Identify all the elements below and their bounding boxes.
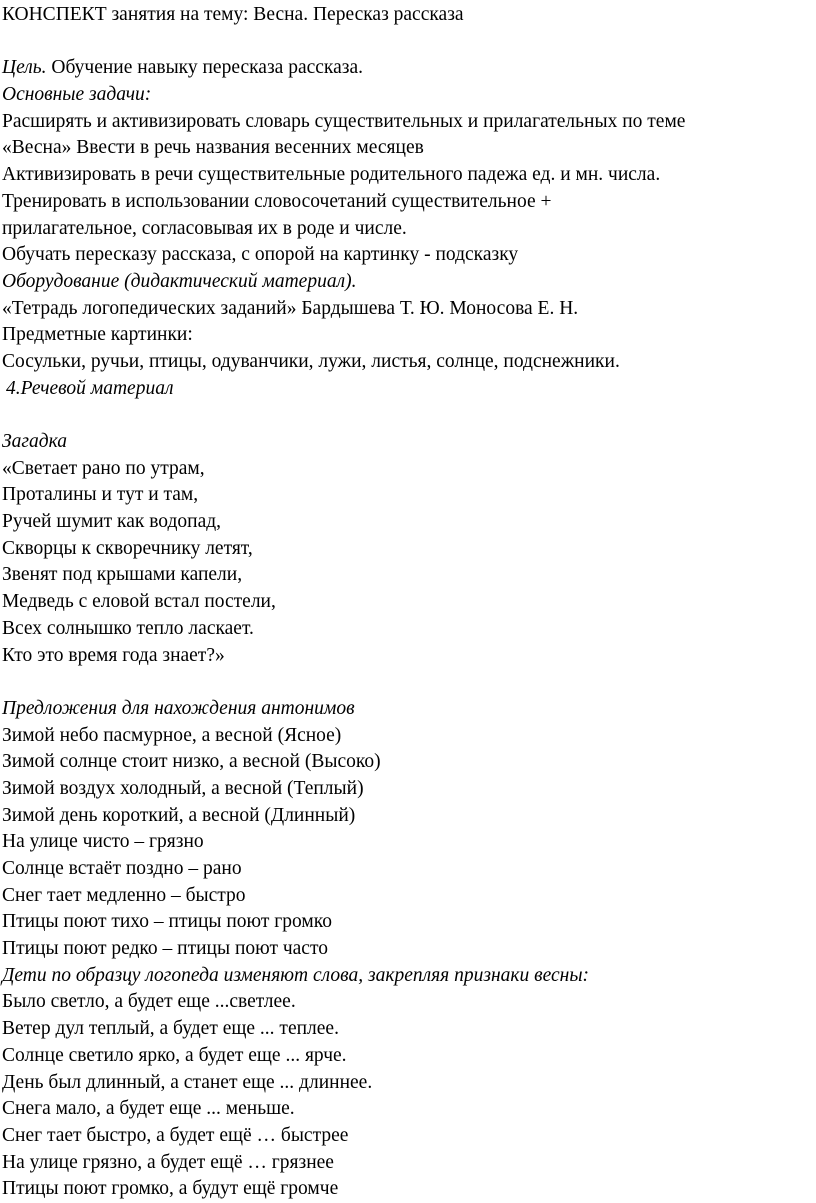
task-line: Тренировать в использовании словосочетаний существительное +	[2, 190, 552, 212]
spacer	[2, 402, 814, 429]
riddle-line: Проталины и тут и там,	[2, 484, 199, 506]
riddle-line: Звенят под крышами капели,	[2, 564, 243, 586]
riddle-line: Кто это время года знает?»	[2, 644, 225, 666]
comparatives-heading: Дети по образцу логопеда изменяют слова, закрепляя признаки весны:	[2, 964, 590, 986]
comparative-line: Птицы поют громко, а будут ещё громче	[2, 1178, 339, 1200]
riddle-line: Ручей шумит как водопад,	[2, 511, 222, 533]
equipment-line: Сосульки, ручьи, птицы, одуванчики, лужи, листья, солнце, подснежники.	[2, 350, 620, 372]
task-line: Расширять и активизировать словарь существительных и прилагательных по теме	[2, 110, 686, 132]
document-page	[2, 2, 814, 1203]
riddle-line: Скворцы к скворечнику летят,	[2, 537, 253, 559]
comparative-line: Снег тает быстро, а будет ещё … быстрее	[2, 1124, 349, 1146]
task-line: Обучать пересказу рассказа, с опорой на картинку - подсказку	[2, 244, 519, 266]
comparative-line: На улице грязно, а будет ещё … грязнее	[2, 1151, 334, 1173]
comparative-line: Ветер дул теплый, а будет еще ... теплее.	[2, 1018, 339, 1040]
goal-text: Обучение навыку пересказа рассказа.	[46, 57, 363, 79]
comparative-line: День был длинный, а станет еще ... длиннее.	[2, 1071, 373, 1093]
antonym-line: На улице чисто – грязно	[2, 831, 204, 853]
riddle-line: Медведь с еловой встал постели,	[2, 591, 276, 613]
task-line: Активизировать в речи существительные родительного падежа ед. и мн. числа.	[2, 164, 661, 186]
antonym-line: Зимой солнце стоит низко, а весной (Высоко)	[2, 751, 381, 773]
antonym-line: Зимой воздух холодный, а весной (Теплый)	[2, 777, 364, 799]
equipment-line: Предметные картинки:	[2, 324, 193, 346]
antonym-line: Птицы поют тихо – птицы поют громко	[2, 911, 332, 933]
riddle-line: «Светает рано по утрам,	[2, 457, 205, 479]
comparative-line: Солнце светило ярко, а будет еще ... ярче.	[2, 1044, 347, 1066]
antonym-line: Снег тает медленно – быстро	[2, 884, 246, 906]
goal-line	[2, 55, 814, 82]
comparative-line: Снега мало, а будет еще ... меньше.	[2, 1098, 295, 1120]
spacer	[2, 669, 814, 696]
antonym-line: Солнце встаёт поздно – рано	[2, 858, 242, 879]
task-line: прилагательное, согласовывая их в роде и числе.	[2, 217, 407, 239]
equipment-line: «Тетрадь логопедических заданий» Бардышева Т. Ю. Моносова Е. Н.	[2, 297, 579, 319]
comparative-line: Было светло, а будет еще ...светлее.	[2, 991, 296, 1013]
goal-label: Цель.	[2, 57, 47, 79]
equipment-heading: Оборудование (дидактический материал).	[2, 270, 357, 292]
antonym-line: Птицы поют редко – птицы поют часто	[2, 938, 328, 960]
riddle-line: Всех солнышко тепло ласкает.	[2, 617, 254, 639]
speech-material-heading: 4.Речевой материал	[6, 377, 174, 399]
tasks-heading: Основные задачи:	[2, 84, 152, 106]
spacer	[2, 29, 814, 56]
task-line: «Весна» Ввести в речь названия весенних месяцев	[2, 137, 424, 159]
antonyms-heading: Предложения для нахождения антонимов	[2, 697, 355, 719]
riddle-heading: Загадка	[2, 431, 68, 452]
antonym-line: Зимой день короткий, а весной (Длинный)	[2, 804, 356, 826]
antonym-line: Зимой небо пасмурное, а весной (Ясное)	[2, 724, 342, 746]
document-title: КОНСПЕКТ занятия на тему: Весна. Пересказ рассказа	[2, 4, 464, 25]
